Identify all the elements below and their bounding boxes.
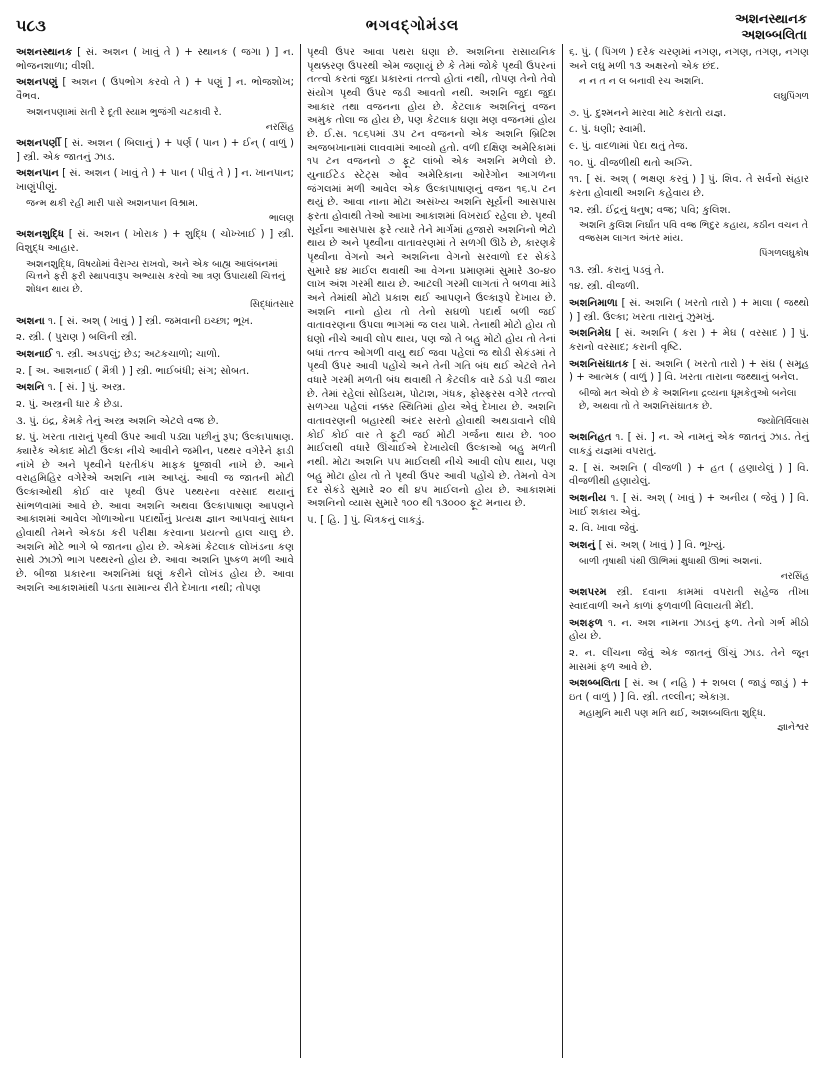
dictionary-entry: [16, 331, 294, 345]
citation-source: જ્યોતિર્વિલાસ: [757, 415, 809, 427]
citation-quote: અશનશુદ્ધિ, વિષયોમાં વૈરાગ્ય રાખવો, અને એક બાહ્ય આલંબનમાં ચિત્તને ફરી ફરી સ્થાપવારૂપ અભ્યાસ કરવો આ ત્રણ ઉપાયથી ચિત્તનું શોધન થાય છે.: [26, 258, 286, 296]
citation-quote: બાળી તૃષાથી પંથી ઊભિમાં ક્ષુધાથી ઊભાં અશનાં.: [579, 555, 763, 567]
entry-definition: ૭. પું. દુશ્મનને મારવા માટે કરાતો યજ્ઞ.: [569, 107, 727, 119]
guide-word-top: અશનસ્થાનક: [735, 12, 807, 27]
dictionary-entry: [16, 348, 294, 362]
dictionary-entry: [569, 431, 809, 458]
dictionary-entry: [569, 462, 809, 489]
dictionary-entry: [569, 327, 809, 354]
dictionary-entry: [569, 46, 809, 73]
dictionary-entry: [569, 297, 809, 324]
dictionary-entry: [569, 617, 809, 644]
dictionary-entry: [569, 539, 809, 553]
entry-definition: ૩. પું. ઇંદ્ર, કેમકે તેનું અસ્ત્ર અશનિ એટલે વજ્ર છે.: [16, 415, 219, 427]
dictionary-entry: [569, 107, 809, 121]
dictionary-entry: [16, 76, 294, 103]
entry-definition: ૧૦. પું. વીજળીથી થતો અગ્નિ.: [569, 157, 693, 169]
dictionary-entry: [569, 280, 809, 294]
entry-definition: ૯. પું. વાદળામાં પેદા થતું તેજ.: [569, 141, 688, 153]
entry-headword: અશનપણું: [16, 77, 58, 89]
entry-headword: અશનિસંઘાતક: [569, 358, 629, 370]
dictionary-entry: [569, 204, 809, 218]
dictionary-entry: [16, 167, 294, 194]
entry-definition: ૧૧. [ સં. અશ્ ( ભક્ષણ કરવું ) ] પું. શિવ. તે સર્વનો સંહાર કરતા હોવાથી અશનિ કહેવાય છે.: [569, 174, 809, 200]
entry-definition: ૨. વિ. ખાવા જેવું.: [569, 523, 639, 535]
entry-headword: અશપરમ: [569, 587, 607, 599]
column-middle: [300, 44, 563, 1058]
citation-quote: બીજો મત એવો છે કે અશનિના દ્રવ્યના ધૂમકેતુઓ બનેલા છે, અથવા તો તે અશનિસંઘાતક છે.: [579, 388, 797, 412]
dictionary-entry: [16, 137, 294, 164]
page-header: [10, 8, 815, 44]
entry-headword: અશનું: [569, 540, 596, 552]
entry-definition: ૨. સ્ત્રી. ( પુરાણ ) બલિની સ્ત્રી.: [16, 332, 137, 344]
entry-definition: [ સં. અશનિ ( ખરતો તારો ) + સંઘ ( સમૂહ ) + આત્મક ( વાળું ) ] વિ. ખરતા તારાના જથ્થાનું બનેલ.: [569, 358, 809, 384]
entry-headword: અશનીય: [569, 493, 607, 505]
entry-definition: ૮. પું. ધણી; સ્વામી.: [569, 124, 646, 136]
entry-definition: ૧. [ સં. અશ્ ( ખાવું ) + અનીય ( જેવું ) ] વિ. ખાઈ શકાય એવું.: [569, 493, 809, 518]
entry-definition: ૨. [ અ. આશનાઈ ( મૈત્રી ) ] સ્ત્રી. ભાઈબંધી; સંગ; સોબત.: [16, 365, 250, 377]
entry-definition: ૪. પું. ખરતા તારાનું પૃથ્વી ઉપર આવી પડ્યા પછીનું રૂપ; ઉલ્કાપાષાણ. ક્યારેક એકાદ મોટી ઉલ્કા નીચે આવીને જમીન, પથ્થર વગેરેને ફાડી નાંખે છે અને પૃથ્વીને ધરતીકંપ માફક ધ્રૂજાવી નાખે છે. આને વરાહમિહિર વગેરેએ અશનિ નામ આપ્યું. આવી જ જાતની મોટી ઉલ્કાઓથી કોઈ વાર પૃથ્વી ઉપર પથ્થરના વરસાદ થયાનું સાંભળવામાં આવે છે. આવા અશનિ અથવા ઉલ્કાપાષાણ આપણને આકાશમાં આવેલ ગોળાઓના પદાર્થોનું પ્રત્યક્ષ જ્ઞાન આપવાનું સાધન હોવાથી તેમને એકઠા કરી પરીક્ષા કરવાના પ્રયત્નો હાલ ચાલુ છે. અશનિ મોટે ભાગે બે જાતના હોય છે. એકમાં કેટલાક લોખંડના કણ સાથે ઝાઝો ભાગ પથ્થરનો હોય છે. આવા અશનિ પુષ્કળ મળી આવે છે. બીજા પ્રકારના અશનિમાં ઘણું કરીને લોખંડ હોય છે. આવા અશનિ આકાશમાંથી પડતા સામાન્ય રીતે દેખાતા નથી; તોપણ: [16, 432, 294, 594]
entry-headword: અશનિમાળા: [569, 298, 618, 310]
entry-definition: ૧. [ સં. અશ્ ( ખાવું ) ] સ્ત્રી. જમવાની ઇચ્છા; ભૂખ.: [47, 315, 253, 327]
dictionary-entry: [569, 677, 809, 704]
entry-headword: અશફળ: [569, 617, 603, 629]
entry-definition: ૬. પું. ( પિંગળ ) દરેક ચરણમાં નગણ, નગણ, તગણ, નગણ અને લઘુ મળી ૧૩ અક્ષરનો એક છંદ.: [569, 47, 809, 72]
entry-headword: અશનશુદ્ધિ: [16, 229, 65, 241]
entry-definition: ૧. [ સં. ] ન. એ નામનું એક જાતનું ઝાડ. તેનું લાકડું યજ્ઞમાં વપરાતું.: [569, 432, 809, 458]
entry-definition: [ અશન ( ઉપભોગ કરવો તે ) + પણું ] ન. ભોજશોખ; વૈભવ.: [16, 77, 294, 103]
citation-quote: મહામુનિ મારી પણ મતિ થઈ, અશબ્બલિતા શુદ્ધિ.: [579, 707, 766, 719]
entry-definition: ૧૨. સ્ત્રી. ઈંદ્રનું ધનુષ; વજ્ર; પવિ; કુલિશ.: [569, 204, 731, 216]
entry-definition: ૧. સ્ત્રી. અડપલું; છેડ; અટકચાળો; ચાળો.: [55, 349, 221, 361]
entry-definition: ૧. [ સં. ] પું. અસ્ત્ર.: [47, 382, 126, 394]
dictionary-entry: [569, 647, 809, 674]
dictionary-entry: [16, 315, 294, 329]
entry-definition: ૨. ન. લીંચના જેવું એક જાતનું ઊંચું ઝાડ. તેને જૂન માસમાં ફળ આવે છે.: [569, 647, 809, 673]
entry-definition: [ સં. અશન ( બિલાનું ) + પર્ણ ( પાન ) + ઈન્ ( વાળું ) ] સ્ત્રી. એક જાતનું ઝાડ.: [16, 138, 294, 163]
entry-definition: [ સં. અશ્ ( ખાવું ) ] વિ. ભૂખ્યું.: [598, 540, 726, 552]
columns: [10, 44, 815, 1058]
dictionary-entry: [16, 228, 294, 255]
dictionary-entry: [569, 358, 809, 385]
entry-headword: અશનપાન: [16, 168, 59, 180]
entry-continuation: પૃથ્વી ઉપર આવા પથરા ઘણા છે. અશનિના રાસાયનિક પૃથક્કરણ ઉપરથી એમ જણાયું છે કે તેમાં જોકે પૃથ્વી ઉપરનાં તત્ત્વો કરતાં જુદા પ્રકારનાં તત્ત્વો હોતાં નથી, તોપણ તેનો તેવો સંયોગ પૃથ્વી ઉપર જડી આવતો નથી. અશનિ જુદા જુદા આકાર તથા વજનના હોય છે. કેટલાક અશનિનું વજન અમુક તોલા જ હોય છે, પણ કેટલાક ઘણા મણ વજનમાં હોય છે. ઈ.સ. ૧૮૬૫માં ૩૫ ટન વજનનો એક અશનિ બ્રિટિશ અજબખાનામાં લાવવામાં આવ્યો હતો. વળી દક્ષિણ અમેરિકામાં ૧૫ ટન વજનનો ૭ ફૂટ લાંબો એક અશનિ મળેલો છે. યુનાઈટેડ સ્ટેટ્સ ઓવ અમેરિકાના ઓરેગોન આગળના જંગલમાં મળી આવેલ એક ઉલ્કાપાષાણનું વજન ૧૬.૫ ટન થયું છે. આવા નાના મોટા અસંખ્ય અશનિ સૂર્યની આસપાસ ફરતા હોવાથી તેઓ આખા આકાશમાં વિખરાઈ રહેલા છે. પૃથ્વી સૂર્યના આસપાસ ફરે ત્યારે તેને માર્ગમાં હજારો અશનિનો ભેટો થાય છે અને પૃથ્વીના વાતાવરણમાં તે સળગી ઊઠે છે, કારણકે પૃથ્વીના વેગનો અને અશનિના વેગનો સરવાળો દર સેકંડે સુમારે ૪૪ માઈલ થવાથી આ વેગના પ્રમાણમાં સુમારે ૩૦-૪૦ લાખ અંશ ગરમી થાય છે. આટલી ગરમી લાગતાં તે બળવા માંડે અને તેમાંથી મોટો પ્રકાશ થઈ આપણને ઉલ્કારૂપે દેખાય છે. અશનિ નાનો હોય તો તેનો સઘળો પદાર્થ બળી જઈ વાતાવરણના ઉપલા ભાગમાં જ લય પામે. તેનાથી મોટો હોય તો ઘણો નીચે આવી લોપ થાય, પણ જો તે બહુ મોટો હોય તો તેનાં બધાં તત્ત્વ ઓગળી વાયુ થઈ જવા પહેલાં જ થોડી સેકંડમાં તે પૃથ્વી ઉપર આવી પહોંચે અને તેની ગતિ બંધ થઈ એટલે તેને વધારે ગરમી મળતી બંધ થવાથી તે કેટલીક વારે ઠંડો પડી જાય છે. તેમાં રહેલાં સોડિયમ, પોટાશ, ગંધક, ફોસ્ફરસ વગેરે તત્ત્વો સળગ્યા પહેલાં નક્કર સ્થિતિમાં હોય એવું દેખાય છે. અશનિ વાતાવરણની બહારથી અંદર સરતો હોવાથી અથડાવાને લીધે કોઈ કોઈ વાર તે ફૂટી જઈ મોટી ગર્જના થાય છે. ૧૦૦ માઈલથી વધારે ઊંચાઈએ દેખાયેલી ઉલ્કાઓ બહુ મળતી નથી. મોટા અશનિ ૫૫ માઈલથી નીચે આવી લોપ થાય, પણ બહુ મોટા હોય તો તે પૃથ્વી ઉપર આવી પહોંચે છે. તેમનો વેગ દર સેકંડે સુમારે ૨૦ થી ૪૫ માઈલનો હોય છે. આકાશમાં અશનિનો વ્યાસ સુમારે ૧૦૦ થી ૧૩૦૦૦ ફૂટ મનાય છે.: [307, 47, 556, 510]
dictionary-entry: [569, 157, 809, 171]
entry-definition: ૧૪. સ્ત્રી. વીજળી.: [569, 281, 640, 293]
citation-source: નરસિંહ: [265, 121, 294, 133]
citation-source: ભાલણ: [268, 212, 294, 224]
dictionary-entry: [569, 264, 809, 278]
entry-definition: [ સં. અશન ( ખાવું તે ) + સ્થાનક ( જગા ) ] ન. ભોજનશાળા; વીશી.: [16, 47, 294, 72]
entry-headword: અશનપર્ણી: [16, 138, 61, 150]
dictionary-entry: [16, 398, 294, 412]
guide-word-bottom: અશબ્બલિતા: [741, 28, 807, 43]
citation-quote: ન ન ત ન લ બનાવી રચ અશનિ.: [579, 76, 704, 88]
entry-definition: [ સં. અ ( નહિ ) + શબલ ( જાડું જાડું ) + ઇત ( વાળું ) ] વિ. સ્ત્રી. તલ્લીન; એકાગ્ર.: [569, 678, 809, 703]
dictionary-entry: [569, 492, 809, 519]
dictionary-entry: [16, 415, 294, 429]
dictionary-entry: [16, 381, 294, 395]
entry-headword: અશનિહત: [569, 432, 612, 444]
citation-source: સિદ્ધાંતસાર: [250, 299, 294, 311]
entry-headword: અશનાઈ: [16, 349, 53, 361]
dictionary-entry: [569, 123, 809, 137]
entry-headword: અશના: [16, 315, 45, 327]
citation-quote: અશનપણામાં સતી રે દૂતી સ્યામ ભુજંગી ચટકાવી રે.: [26, 106, 222, 118]
entry-definition: ૧. ન. અશ નામના ઝાડનું ફળ. તેનો ગર્ભ મીઠો હોય છે.: [569, 617, 809, 643]
citation-source: જ્ઞાનેશ્વર: [777, 722, 809, 734]
dictionary-entry: [569, 586, 809, 613]
entry-definition: ૨. [ સં. અશનિ ( વીજળી ) + હત ( હણાયેલું ) ] વિ. વીજળીથી હણાયેલું.: [569, 462, 809, 488]
entry-definition: ૧૩. સ્ત્રી. કરાનું પડવું તે.: [569, 264, 665, 276]
entry-continuation: ૫. [ હિ. ] પું. ચિત્રકનું લાકડું.: [307, 514, 425, 526]
book-title: ભગવદ્ગોમંડલ: [365, 16, 460, 34]
entry-definition: [ સં. અશનિ ( કરા ) + મેઘ ( વરસાદ ) ] પું. કરાનો વરસાદ; કરાની વૃષ્ટિ.: [569, 328, 809, 354]
dictionary-entry: [569, 140, 809, 154]
column-right: [563, 44, 815, 1058]
entry-definition: ૨. પું. અસ્ત્રની ધાર કે છેડા.: [16, 399, 123, 411]
entry-definition: [ સં. અશન ( ખોરાક ) + શુદ્ધિ ( ચોખ્ખાઈ ) ] સ્ત્રી. વિશુદ્ધ આહાર.: [16, 229, 294, 254]
dictionary-entry: [16, 46, 294, 73]
dictionary-entry: [569, 173, 809, 200]
citation-quote: અશનિ કુલિશ નિર્ઘાત પવિ વજ્ર ભિદુર કહાય, કઠીન વચન તે વજ્રસમ લાગત અંતર માંય.: [579, 220, 809, 245]
dictionary-entry: [16, 365, 294, 379]
entry-definition: સ્ત્રી. દવાના કામમાં વપરાતી સહેજ તીખા સ્વાદવાળી અને કાળાં ફળવાળી વિલાયતી મેંદી.: [569, 587, 809, 612]
citation-source: પિંગળલઘુકોષ: [759, 248, 809, 260]
citation-source: નરસિંહ: [780, 570, 809, 582]
dictionary-entry: [569, 522, 809, 536]
entry-definition: [ સં. અશન ( ખાવું તે ) + પાન ( પીવું તે ) ] ન. ખાનપાન; ખાણુંપીણું.: [16, 168, 294, 194]
entry-definition: [ સં. અશનિ ( ખરતો તારો ) + માલા ( જથ્થો ) ] સ્ત્રી. ઉલ્કા; ખરતા તારાનું ઝુમખું.: [569, 298, 809, 323]
page-number: ૫૮૩: [16, 16, 46, 35]
citation-quote: જન્મ થકી રહી મારી પાસે અશનપાન વિશ્રામ.: [26, 197, 199, 209]
entry-headword: અશનસ્થાનક: [16, 47, 73, 58]
column-left: [10, 44, 300, 1058]
entry-headword: અશનિમેઘ: [569, 328, 612, 340]
entry-headword: અશબ્બલિતા: [569, 678, 621, 690]
entry-headword: અશનિ: [16, 382, 45, 394]
dictionary-entry: [16, 431, 294, 595]
citation-source: લઘુપિંગળ: [773, 91, 809, 103]
